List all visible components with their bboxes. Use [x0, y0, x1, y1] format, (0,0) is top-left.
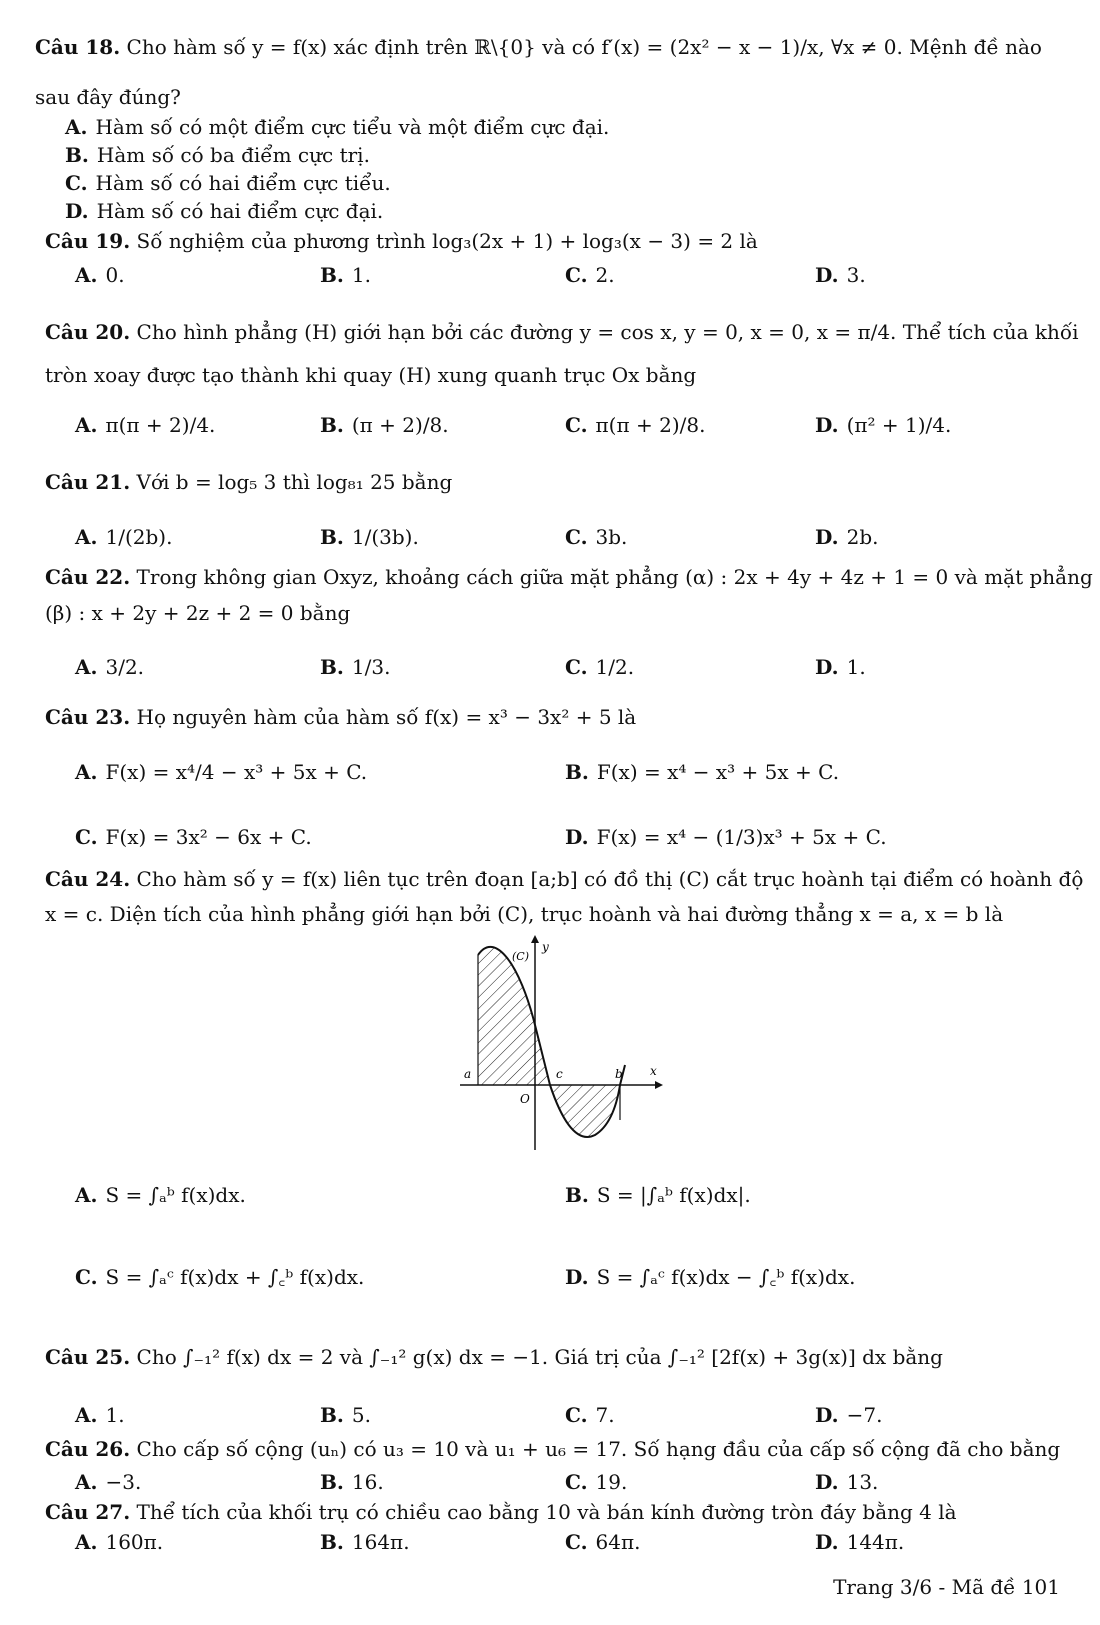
q21-title: Câu 21.: [45, 470, 131, 494]
q24-stem-line2: x = c. Diện tích của hình phẳng giới hạn bởi (C), trục hoành và hai đường thẳng x = a, x = b là: [45, 902, 1004, 926]
q26-stem: Cho cấp số cộng (uₙ) có u₃ = 10 và u₁ + u₆ = 17. Số hạng đầu của cấp số cộng đã cho bằng: [136, 1437, 1061, 1461]
q20-stem-line2: tròn xoay được tạo thành khi quay (H) xung quanh trục Ox bằng: [45, 363, 697, 387]
q24-label-curve: (C): [512, 950, 529, 963]
q22-option-d[interactable]: D. 1.: [815, 655, 866, 679]
q27-option-b[interactable]: B. 164π.: [320, 1530, 410, 1554]
q21-stem: Với b = log₅ 3 thì log₈₁ 25 bằng: [136, 470, 453, 494]
q22-option-b[interactable]: B. 1/3.: [320, 655, 391, 679]
q24-stem1: Cho hàm số y = f(x) liên tục trên đoạn [a;b] có đồ thị (C) cắt trục hoành tại điểm có hoành độ: [136, 867, 1084, 891]
q19-option-d[interactable]: D. 3.: [815, 263, 866, 287]
q24-label-o: O: [520, 1092, 530, 1106]
q25-option-d[interactable]: D. −7.: [815, 1403, 883, 1427]
q23-title: Câu 23.: [45, 705, 131, 729]
q20-stem1: Cho hình phẳng (H) giới hạn bởi các đường y = cos x, y = 0, x = 0, x = π/4. Thể tích của khối: [136, 320, 1079, 344]
q24-stem-line1: [45, 867, 1083, 891]
q25-option-c[interactable]: C. 7.: [565, 1403, 615, 1427]
q18-option-a[interactable]: A. Hàm số có một điểm cực tiểu và một điểm cực đại.: [65, 115, 610, 139]
q19-stem-line: [45, 229, 758, 253]
q23-stem: Họ nguyên hàm của hàm số f(x) = x³ − 3x² + 5 là: [136, 705, 637, 729]
q24-label-a: a: [464, 1067, 472, 1081]
q19-option-b[interactable]: B. 1.: [320, 263, 371, 287]
q27-stem: Thể tích của khối trụ có chiều cao bằng 10 và bán kính đường tròn đáy bằng 4 là: [136, 1500, 957, 1524]
q25-title: Câu 25.: [45, 1345, 131, 1369]
q21-option-b[interactable]: B. 1/(3b).: [320, 525, 419, 549]
q21-option-c[interactable]: C. 3b.: [565, 525, 628, 549]
q21-option-d[interactable]: D. 2b.: [815, 525, 879, 549]
q19-option-a[interactable]: A. 0.: [75, 263, 125, 287]
q21-stem-line: [45, 470, 452, 494]
q20-title: Câu 20.: [45, 320, 131, 344]
q19-stem: Số nghiệm của phương trình log₃(2x + 1) + log₃(x − 3) = 2 là: [136, 229, 758, 253]
q23-stem-line: [45, 705, 636, 729]
q18-option-c[interactable]: C. Hàm số có hai điểm cực tiểu.: [65, 171, 391, 195]
q23-option-d[interactable]: D. F(x) = x⁴ − (1/3)x³ + 5x + C.: [565, 825, 887, 849]
q24-option-a[interactable]: A. S = ∫ₐᵇ f(x)dx.: [75, 1183, 246, 1207]
q18-stem-line1: [35, 35, 1042, 59]
q20-option-c[interactable]: C. π(π + 2)/8.: [565, 413, 706, 437]
q26-option-c[interactable]: C. 19.: [565, 1470, 628, 1494]
q24-option-c[interactable]: C. S = ∫ₐᶜ f(x)dx + ∫꜀ᵇ f(x)dx.: [75, 1265, 365, 1289]
q25-option-b[interactable]: B. 5.: [320, 1403, 371, 1427]
q26-title: Câu 26.: [45, 1437, 131, 1461]
q26-option-b[interactable]: B. 16.: [320, 1470, 384, 1494]
q22-option-c[interactable]: C. 1/2.: [565, 655, 635, 679]
q20-option-b[interactable]: B. (π + 2)/8.: [320, 413, 449, 437]
q24-label-c: c: [556, 1067, 563, 1081]
q18-option-d[interactable]: D. Hàm số có hai điểm cực đại.: [65, 199, 384, 223]
q25-stem: Cho ∫₋₁² f(x) dx = 2 và ∫₋₁² g(x) dx = −1. Giá trị của ∫₋₁² [2f(x) + 3g(x)] dx bằng: [136, 1345, 943, 1369]
q22-stem-line2: (β) : x + 2y + 2z + 2 = 0 bằng: [45, 601, 351, 625]
q18-stem-line2: sau đây đúng?: [35, 85, 181, 109]
q23-option-b[interactable]: B. F(x) = x⁴ − x³ + 5x + C.: [565, 760, 840, 784]
q27-option-d[interactable]: D. 144π.: [815, 1530, 905, 1554]
q23-option-c[interactable]: C. F(x) = 3x² − 6x + C.: [75, 825, 312, 849]
q18-title: Câu 18.: [35, 35, 121, 59]
q18-stem1: Cho hàm số y = f(x) xác định trên ℝ\{0} và có f′(x) = (2x² − x − 1)/x, ∀x ≠ 0. Mệnh đề nào: [126, 35, 1042, 59]
q22-option-a[interactable]: A. 3/2.: [75, 655, 145, 679]
q27-stem-line: [45, 1500, 957, 1524]
q24-option-d[interactable]: D. S = ∫ₐᶜ f(x)dx − ∫꜀ᵇ f(x)dx.: [565, 1265, 856, 1289]
q26-option-d[interactable]: D. 13.: [815, 1470, 879, 1494]
q19-option-c[interactable]: C. 2.: [565, 263, 615, 287]
q20-option-d[interactable]: D. (π² + 1)/4.: [815, 413, 952, 437]
q22-stem1: Trong không gian Oxyz, khoảng cách giữa mặt phẳng (α) : 2x + 4y + 4z + 1 = 0 và mặt phẳng: [136, 565, 1093, 589]
q20-stem-line1: [45, 320, 1079, 344]
q24-graph: [450, 935, 680, 1155]
q26-option-a[interactable]: A. −3.: [75, 1470, 142, 1494]
q19-title: Câu 19.: [45, 229, 131, 253]
q24-label-x: x: [650, 1064, 657, 1078]
q24-label-b: b: [615, 1067, 623, 1081]
q22-title: Câu 22.: [45, 565, 131, 589]
q24-title: Câu 24.: [45, 867, 131, 891]
q18-option-b[interactable]: B. Hàm số có ba điểm cực trị.: [65, 143, 370, 167]
q27-title: Câu 27.: [45, 1500, 131, 1524]
q21-option-a[interactable]: A. 1/(2b).: [75, 525, 173, 549]
q25-stem-line: [45, 1345, 943, 1369]
q27-option-c[interactable]: C. 64π.: [565, 1530, 641, 1554]
q24-label-y: y: [542, 940, 549, 954]
q23-option-a[interactable]: A. F(x) = x⁴/4 − x³ + 5x + C.: [75, 760, 368, 784]
q26-stem-line: [45, 1437, 1060, 1461]
q27-option-a[interactable]: A. 160π.: [75, 1530, 164, 1554]
q20-option-a[interactable]: A. π(π + 2)/4.: [75, 413, 216, 437]
q25-option-a[interactable]: A. 1.: [75, 1403, 125, 1427]
q22-stem-line1: [45, 565, 1093, 589]
q24-option-b[interactable]: B. S = |∫ₐᵇ f(x)dx|.: [565, 1183, 751, 1207]
page-footer: Trang 3/6 - Mã đề 101: [833, 1575, 1060, 1599]
